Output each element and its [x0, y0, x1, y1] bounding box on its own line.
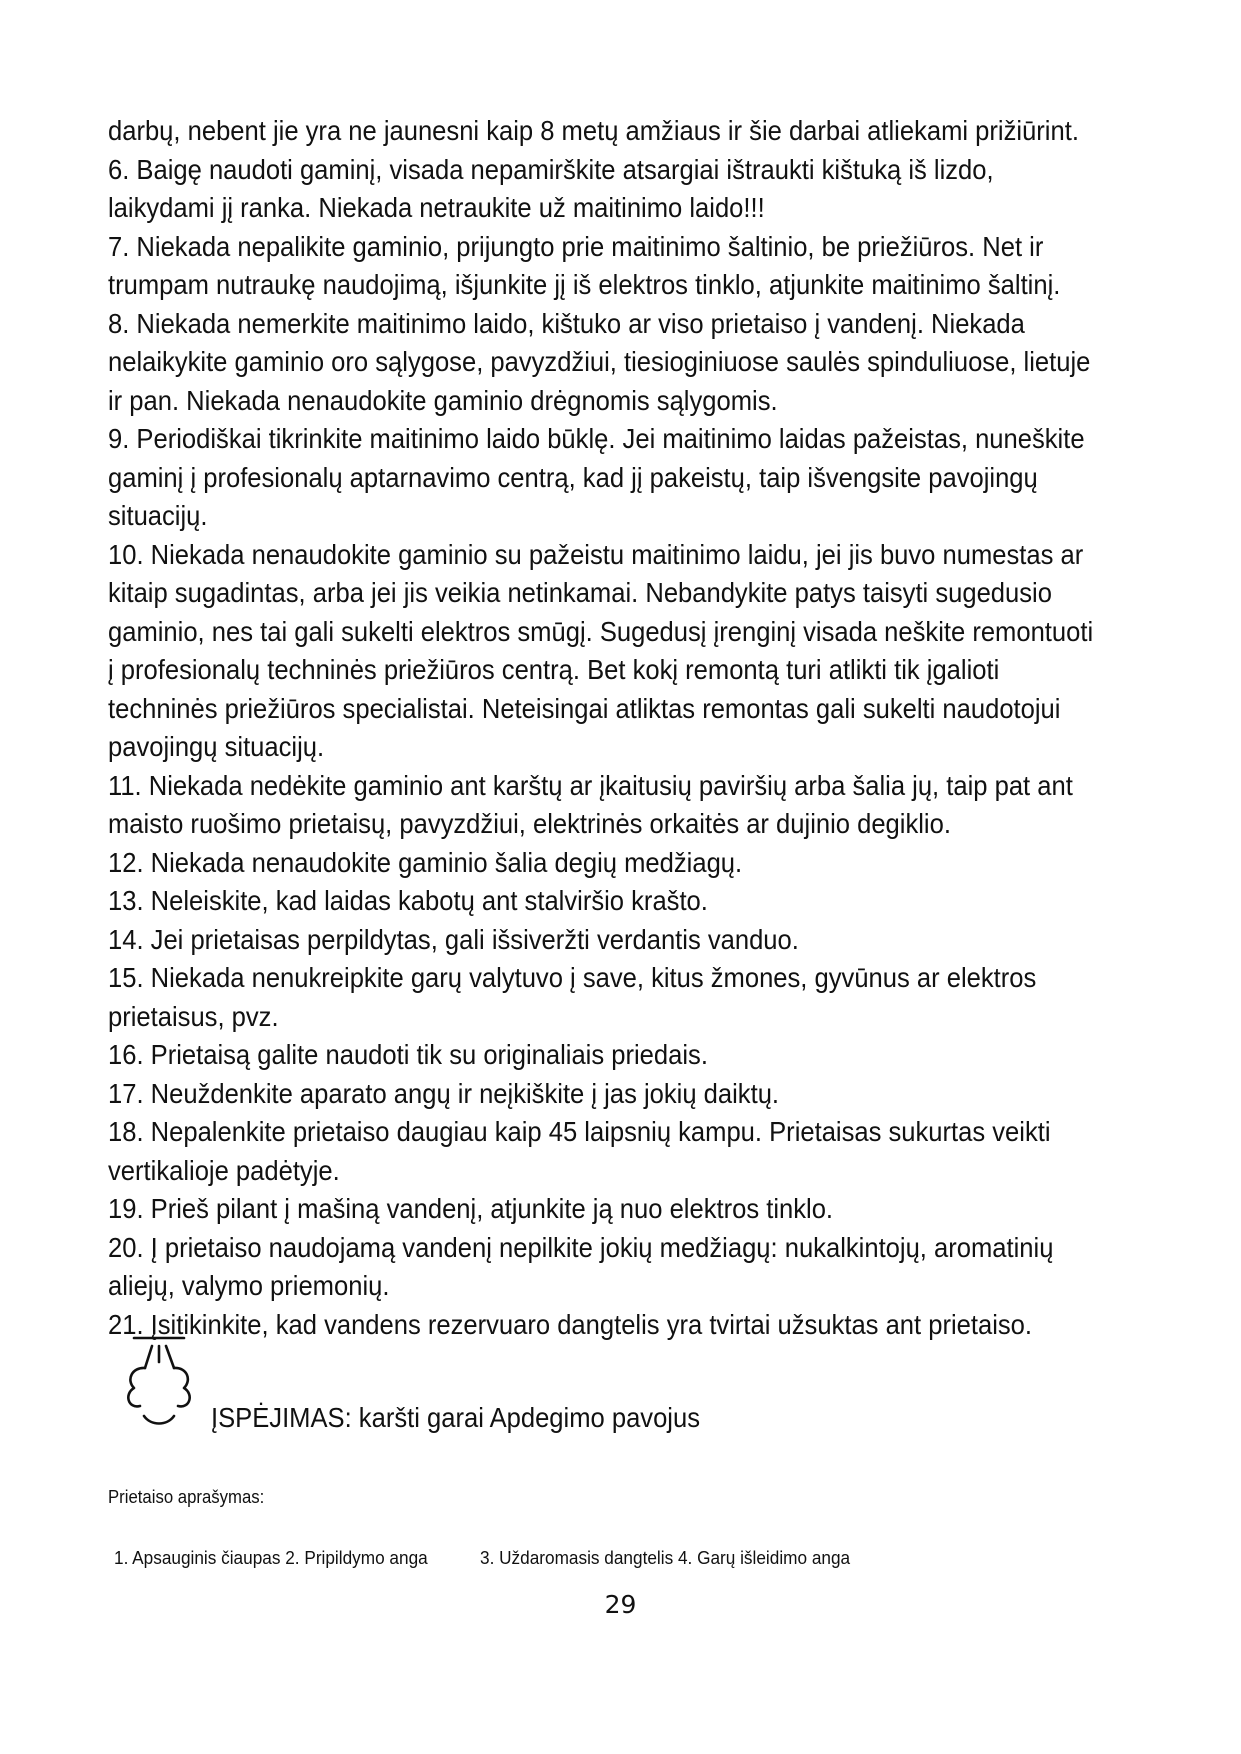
text-line: 18. Nepalenkite prietaiso daugiau kaip 45 laipsnių kampu. Prietaisas sukurtas veikti: [108, 1116, 1051, 1147]
text-line: 20. Į prietaiso naudojamą vandenį nepilkite jokių medžiagų: nukalkintojų, aromatinių: [108, 1231, 1054, 1263]
text-line: maisto ruošimo prietaisų, pavyzdžiui, elektrinės orkaitės ar dujinio degiklio.: [108, 808, 951, 839]
hot-steam-icon: [118, 1332, 200, 1440]
text-line: pavojingų situacijų.: [108, 731, 325, 762]
text-line: 9. Periodiškai tikrinkite maitinimo laido būklę. Jei maitinimo laidas pažeistas, nuneškite: [108, 423, 1085, 454]
text-line: trumpam nutraukę naudojimą, išjunkite jį iš elektros tinklo, atjunkite maitinimo šaltinį.: [108, 269, 1061, 300]
text-line: gaminio, nes tai gali sukelti elektros smūgį. Sugedusį įrenginį visada neškite remontuoti: [108, 615, 1094, 647]
text-line: 7. Niekada nepalikite gaminio, prijungto prie maitinimo šaltinio, be priežiūros. Net ir: [108, 230, 1044, 262]
page-number: 29: [604, 1590, 637, 1619]
warning-text: ĮSPĖJIMAS: karšti garai Apdegimo pavojus: [211, 1402, 701, 1433]
text-line: į profesionalų techninės priežiūros centrą. Bet kokį remontą turi atlikti tik įgalioti: [108, 654, 1000, 685]
text-line: 11. Niekada nedėkite gaminio ant karštų ar įkaitusių paviršių arba šalia jų, taip pat ant: [108, 769, 1073, 801]
text-line: nelaikykite gaminio oro sąlygose, pavyzdžiui, tiesioginiuose saulės spinduliuose, lietuje: [108, 346, 1091, 377]
text-line: 13. Neleiskite, kad laidas kabotų ant stalviršio krašto.: [108, 885, 708, 916]
text-line: laikydami jį ranka. Niekada netraukite už maitinimo laido!!!: [108, 192, 765, 223]
safety-instructions: [108, 112, 1094, 1344]
parts-list-first: 1. Apsauginis čiaupas 2. Pripildymo anga: [114, 1547, 428, 1568]
text-line: darbų, nebent jie yra ne jaunesni kaip 8 metų amžiaus ir šie darbai atliekami prižiūrint.: [108, 115, 1079, 146]
text-line: 15. Niekada nenukreipkite garų valytuvo į save, kitus žmones, gyvūnus ar elektros: [108, 962, 1037, 993]
text-line: 16. Prietaisą galite naudoti tik su originaliais priedais.: [108, 1039, 708, 1070]
text-line: 12. Niekada nenaudokite gaminio šalia degių medžiagų.: [108, 846, 743, 878]
text-line: techninės priežiūros specialistai. Neteisingai atliktas remontas gali sukelti naudotojui: [108, 692, 1061, 724]
text-line: 17. Neuždenkite aparato angų ir neįkiškite į jas jokių daiktų.: [108, 1077, 780, 1109]
text-line: aliejų, valymo priemonių.: [108, 1270, 390, 1301]
text-line: kitaip sugadintas, arba jei jis veikia netinkamai. Nebandykite patys taisyti sugedusio: [108, 577, 1052, 608]
text-line: 21. Įsitikinkite, kad vandens rezervuaro dangtelis yra tvirtai užsuktas ant prietaiso.: [108, 1308, 1032, 1340]
text-line: gaminį į profesionalų aptarnavimo centrą, kad jį pakeistų, taip išvengsite pavojingų: [108, 461, 1038, 493]
text-line: prietaisus, pvz.: [108, 1000, 279, 1032]
text-line: 19. Prieš pilant į mašiną vandenį, atjunkite ją nuo elektros tinklo.: [108, 1193, 834, 1224]
parts-list-second: 3. Uždaromasis dangtelis 4. Garų išleidimo anga: [480, 1547, 851, 1568]
text-line: 10. Niekada nenaudokite gaminio su pažeistu maitinimo laidu, jei jis buvo numestas ar: [108, 538, 1084, 570]
text-line: vertikalioje padėtyje.: [108, 1154, 340, 1186]
text-line: ir pan. Niekada nenaudokite gaminio drėgnomis sąlygomis.: [108, 384, 778, 416]
text-line: 6. Baigę naudoti gaminį, visada nepamirškite atsargiai ištraukti kištuką iš lizdo,: [108, 153, 994, 185]
text-line: situacijų.: [108, 500, 208, 531]
text-line: 14. Jei prietaisas perpildytas, gali išsiveržti verdantis vanduo.: [108, 923, 799, 955]
device-description-heading: Prietaiso aprašymas:: [108, 1487, 265, 1507]
text-line: 8. Niekada nemerkite maitinimo laido, kištuko ar viso prietaiso į vandenį. Niekada: [108, 307, 1025, 339]
